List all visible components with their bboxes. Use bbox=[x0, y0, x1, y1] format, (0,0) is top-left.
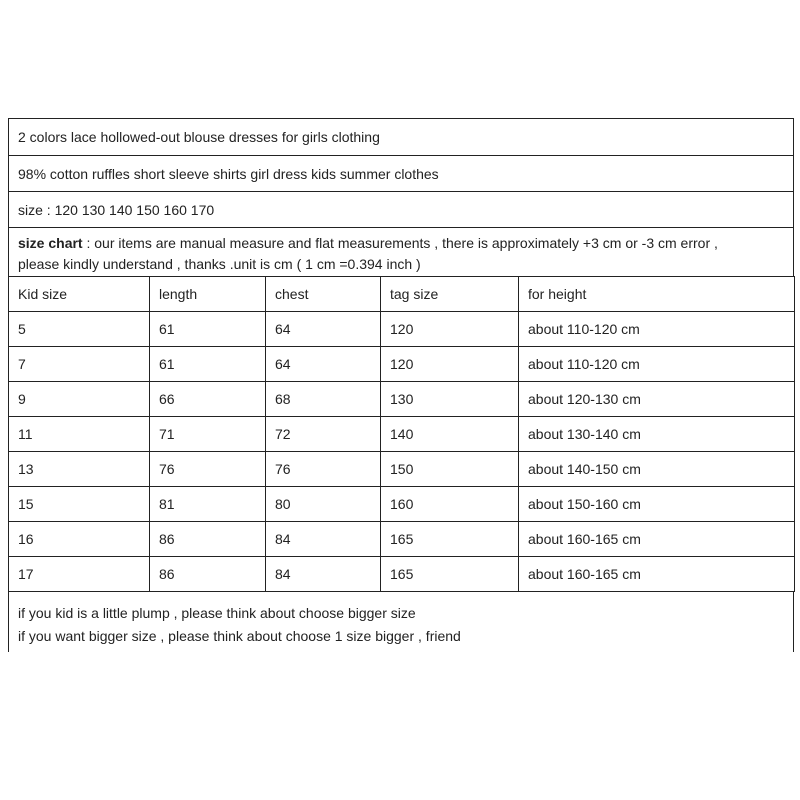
product-subtitle: 98% cotton ruffles short sleeve shirts girl dress kids summer clothes bbox=[18, 165, 439, 182]
table-row bbox=[9, 347, 795, 382]
cell-chest: 84 bbox=[266, 522, 381, 557]
cell-for-height: about 150-160 cm bbox=[519, 487, 795, 522]
cell-kid-size: 13 bbox=[9, 452, 150, 487]
cell-for-height: about 130-140 cm bbox=[519, 417, 795, 452]
size-chart-note-row bbox=[8, 227, 794, 276]
table-row bbox=[9, 382, 795, 417]
size-table bbox=[8, 276, 795, 592]
cell-tag-size: 120 bbox=[381, 347, 519, 382]
cell-tag-size: 150 bbox=[381, 452, 519, 487]
cell-length: 76 bbox=[150, 452, 266, 487]
cell-chest: 76 bbox=[266, 452, 381, 487]
cell-chest: 64 bbox=[266, 347, 381, 382]
cell-chest: 80 bbox=[266, 487, 381, 522]
table-header-row bbox=[9, 277, 795, 312]
cell-length: 71 bbox=[150, 417, 266, 452]
cell-for-height: about 160-165 cm bbox=[519, 557, 795, 592]
cell-for-height: about 110-120 cm bbox=[519, 312, 795, 347]
header-tag-size: tag size bbox=[381, 277, 519, 312]
cell-kid-size: 11 bbox=[9, 417, 150, 452]
cell-tag-size: 165 bbox=[381, 522, 519, 557]
cell-for-height: about 110-120 cm bbox=[519, 347, 795, 382]
header-length: length bbox=[150, 277, 266, 312]
cell-length: 86 bbox=[150, 522, 266, 557]
cell-tag-size: 140 bbox=[381, 417, 519, 452]
size-chart-note-text: : our items are manual measure and flat measurements , there is approximately +3 cm or -3 cm error , bbox=[82, 235, 718, 251]
cell-chest: 68 bbox=[266, 382, 381, 417]
cell-kid-size: 16 bbox=[9, 522, 150, 557]
note-line-plump: if you kid is a little plump , please think about choose bigger size bbox=[18, 605, 416, 621]
cell-kid-size: 7 bbox=[9, 347, 150, 382]
cell-for-height: about 140-150 cm bbox=[519, 452, 795, 487]
product-subtitle-row bbox=[8, 155, 794, 191]
header-chest: chest bbox=[266, 277, 381, 312]
cell-length: 86 bbox=[150, 557, 266, 592]
cell-kid-size: 17 bbox=[9, 557, 150, 592]
cell-kid-size: 5 bbox=[9, 312, 150, 347]
cell-for-height: about 120-130 cm bbox=[519, 382, 795, 417]
size-chart-note-line2: please kindly understand , thanks .unit is cm ( 1 cm =0.394 inch ) bbox=[18, 256, 421, 272]
note-line-bigger: if you want bigger size , please think about choose 1 size bigger , friend bbox=[18, 628, 461, 644]
cell-kid-size: 15 bbox=[9, 487, 150, 522]
cell-tag-size: 165 bbox=[381, 557, 519, 592]
cell-tag-size: 130 bbox=[381, 382, 519, 417]
notes-section bbox=[8, 592, 794, 652]
cell-chest: 64 bbox=[266, 312, 381, 347]
product-title: 2 colors lace hollowed-out blouse dresses for girls clothing bbox=[18, 129, 380, 145]
product-title-row bbox=[8, 118, 794, 155]
table-row bbox=[9, 557, 795, 592]
cell-chest: 72 bbox=[266, 417, 381, 452]
cell-for-height: about 160-165 cm bbox=[519, 522, 795, 557]
table-row bbox=[9, 452, 795, 487]
table-row bbox=[9, 487, 795, 522]
header-kid-size: Kid size bbox=[9, 277, 150, 312]
cell-tag-size: 160 bbox=[381, 487, 519, 522]
cell-length: 66 bbox=[150, 382, 266, 417]
cell-length: 61 bbox=[150, 312, 266, 347]
cell-kid-size: 9 bbox=[9, 382, 150, 417]
table-row bbox=[9, 522, 795, 557]
available-sizes-row bbox=[8, 191, 794, 227]
header-for-height: for height bbox=[519, 277, 795, 312]
table-row bbox=[9, 417, 795, 452]
table-row bbox=[9, 312, 795, 347]
cell-length: 81 bbox=[150, 487, 266, 522]
size-chart-sheet bbox=[8, 118, 794, 652]
size-chart-label: size chart bbox=[18, 235, 83, 251]
size-chart-note-line1 bbox=[18, 233, 793, 254]
cell-chest: 84 bbox=[266, 557, 381, 592]
available-sizes: size : 120 130 140 150 160 170 bbox=[18, 201, 215, 218]
cell-length: 61 bbox=[150, 347, 266, 382]
cell-tag-size: 120 bbox=[381, 312, 519, 347]
